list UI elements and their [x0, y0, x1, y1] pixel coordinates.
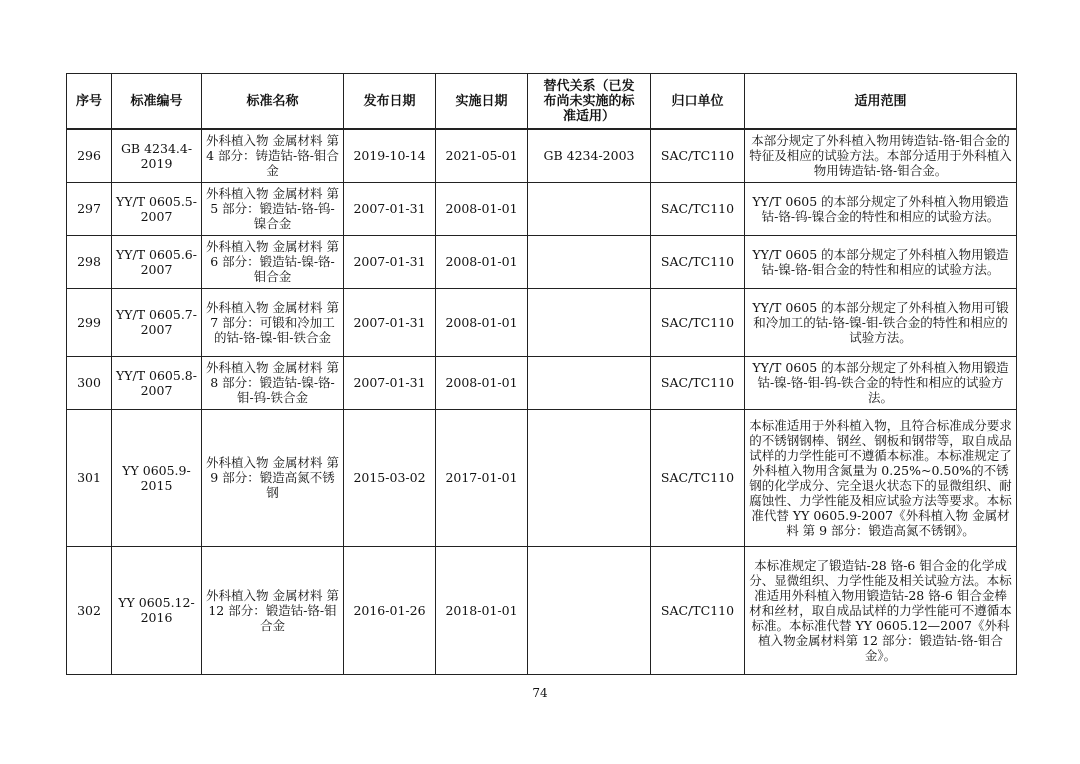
cell-impl-date: 2008-01-01 [436, 235, 528, 288]
col-header-code: 标准编号 [112, 74, 202, 130]
cell-no: 299 [67, 288, 112, 356]
cell-no: 296 [67, 129, 112, 182]
cell-scope: YY/T 0605 的本部分规定了外科植入物用锻造钴-铬-钨-镍合金的特性和相应的试验方法。 [745, 182, 1017, 235]
standards-table [66, 73, 1017, 675]
cell-code: YY/T 0605.6-2007 [112, 235, 202, 288]
cell-replacement [528, 356, 651, 409]
cell-code: YY 0605.12-2016 [112, 546, 202, 674]
col-header-name: 标准名称 [202, 74, 344, 130]
cell-name: 外科植入物 金属材料 第 4 部分：铸造钴-铬-钼合金 [202, 129, 344, 182]
cell-name: 外科植入物 金属材料 第 8 部分：锻造钴-镍-铬-钼-钨-铁合金 [202, 356, 344, 409]
cell-code: YY/T 0605.5-2007 [112, 182, 202, 235]
cell-scope: YY/T 0605 的本部分规定了外科植入物用锻造钴-镍-铬-钼合金的特性和相应的试验方法。 [745, 235, 1017, 288]
cell-unit: SAC/TC110 [651, 235, 745, 288]
cell-scope: 本标准适用于外科植入物，且符合标准成分要求的不锈钢钢棒、钢丝、钢板和钢带等，取自成品试样的力学性能可不遵循本标准。本标准规定了外科植入物用含氮量为 0.25%~0.50%的不锈钢的化学成分、完全退火状态下的显微组织、耐腐蚀性、力学性能及相应试验方法等要求。本标准代替 YY 0605.9-2007《外科植入物 金属材料 第 9 部分：锻造高氮不锈钢》。 [745, 409, 1017, 546]
cell-impl-date: 2017-01-01 [436, 409, 528, 546]
table-row [67, 288, 1017, 356]
cell-code: GB 4234.4-2019 [112, 129, 202, 182]
table-row [67, 546, 1017, 674]
cell-name: 外科植入物 金属材料 第 9 部分：锻造高氮不锈钢 [202, 409, 344, 546]
cell-pub-date: 2016-01-26 [344, 546, 436, 674]
cell-unit: SAC/TC110 [651, 129, 745, 182]
cell-unit: SAC/TC110 [651, 288, 745, 356]
col-header-scope: 适用范围 [745, 74, 1017, 130]
col-header-impl-date: 实施日期 [436, 74, 528, 130]
cell-replacement [528, 409, 651, 546]
cell-impl-date: 2008-01-01 [436, 356, 528, 409]
cell-no: 301 [67, 409, 112, 546]
cell-pub-date: 2015-03-02 [344, 409, 436, 546]
cell-pub-date: 2019-10-14 [344, 129, 436, 182]
col-header-unit: 归口单位 [651, 74, 745, 130]
cell-code: YY 0605.9-2015 [112, 409, 202, 546]
table-row [67, 129, 1017, 182]
col-header-pub-date: 发布日期 [344, 74, 436, 130]
cell-code: YY/T 0605.7-2007 [112, 288, 202, 356]
cell-pub-date: 2007-01-31 [344, 182, 436, 235]
cell-impl-date: 2018-01-01 [436, 546, 528, 674]
cell-scope: 本标准规定了锻造钴-28 铬-6 钼合金的化学成分、显微组织、力学性能及相关试验方法。本标准适用外科植入物用锻造钴-28 铬-6 钼合金棒材和丝材，取自成品试样的力学性能可不遵循本标准。本标准代替 YY 0605.12—2007《外科植入物金属材料第 12 部分：锻造钴-铬-钼合金》。 [745, 546, 1017, 674]
cell-scope: YY/T 0605 的本部分规定了外科植入物用可锻和冷加工的钴-铬-镍-钼-铁合金的特性和相应的试验方法。 [745, 288, 1017, 356]
cell-pub-date: 2007-01-31 [344, 356, 436, 409]
cell-impl-date: 2021-05-01 [436, 129, 528, 182]
cell-code: YY/T 0605.8-2007 [112, 356, 202, 409]
col-header-no: 序号 [67, 74, 112, 130]
table-row [67, 235, 1017, 288]
cell-replacement [528, 288, 651, 356]
cell-unit: SAC/TC110 [651, 182, 745, 235]
table-row [67, 409, 1017, 546]
cell-replacement [528, 546, 651, 674]
cell-scope: YY/T 0605 的本部分规定了外科植入物用锻造钴-镍-铬-钼-钨-铁合金的特性和相应的试验方法。 [745, 356, 1017, 409]
cell-name: 外科植入物 金属材料 第 6 部分：锻造钴-镍-铬-钼合金 [202, 235, 344, 288]
cell-name: 外科植入物 金属材料 第 5 部分：锻造钴-铬-钨-镍合金 [202, 182, 344, 235]
cell-unit: SAC/TC110 [651, 409, 745, 546]
cell-unit: SAC/TC110 [651, 546, 745, 674]
cell-replacement [528, 182, 651, 235]
cell-no: 297 [67, 182, 112, 235]
col-header-replacement: 替代关系（已发布尚未实施的标准适用） [528, 74, 651, 130]
cell-name: 外科植入物 金属材料 第 12 部分：锻造钴-铬-钼合金 [202, 546, 344, 674]
cell-unit: SAC/TC110 [651, 356, 745, 409]
cell-no: 300 [67, 356, 112, 409]
cell-impl-date: 2008-01-01 [436, 182, 528, 235]
table-row [67, 356, 1017, 409]
cell-no: 298 [67, 235, 112, 288]
cell-scope: 本部分规定了外科植入物用铸造钴-铬-钼合金的特征及相应的试验方法。本部分适用于外科植入物用铸造钴-铬-钼合金。 [745, 129, 1017, 182]
cell-pub-date: 2007-01-31 [344, 235, 436, 288]
page-number: 74 [532, 686, 548, 700]
cell-no: 302 [67, 546, 112, 674]
cell-name: 外科植入物 金属材料 第 7 部分：可锻和冷加工的钴-铬-镍-钼-铁合金 [202, 288, 344, 356]
cell-pub-date: 2007-01-31 [344, 288, 436, 356]
header-row [67, 74, 1017, 130]
cell-replacement [528, 235, 651, 288]
cell-replacement: GB 4234-2003 [528, 129, 651, 182]
cell-impl-date: 2008-01-01 [436, 288, 528, 356]
table-row [67, 182, 1017, 235]
